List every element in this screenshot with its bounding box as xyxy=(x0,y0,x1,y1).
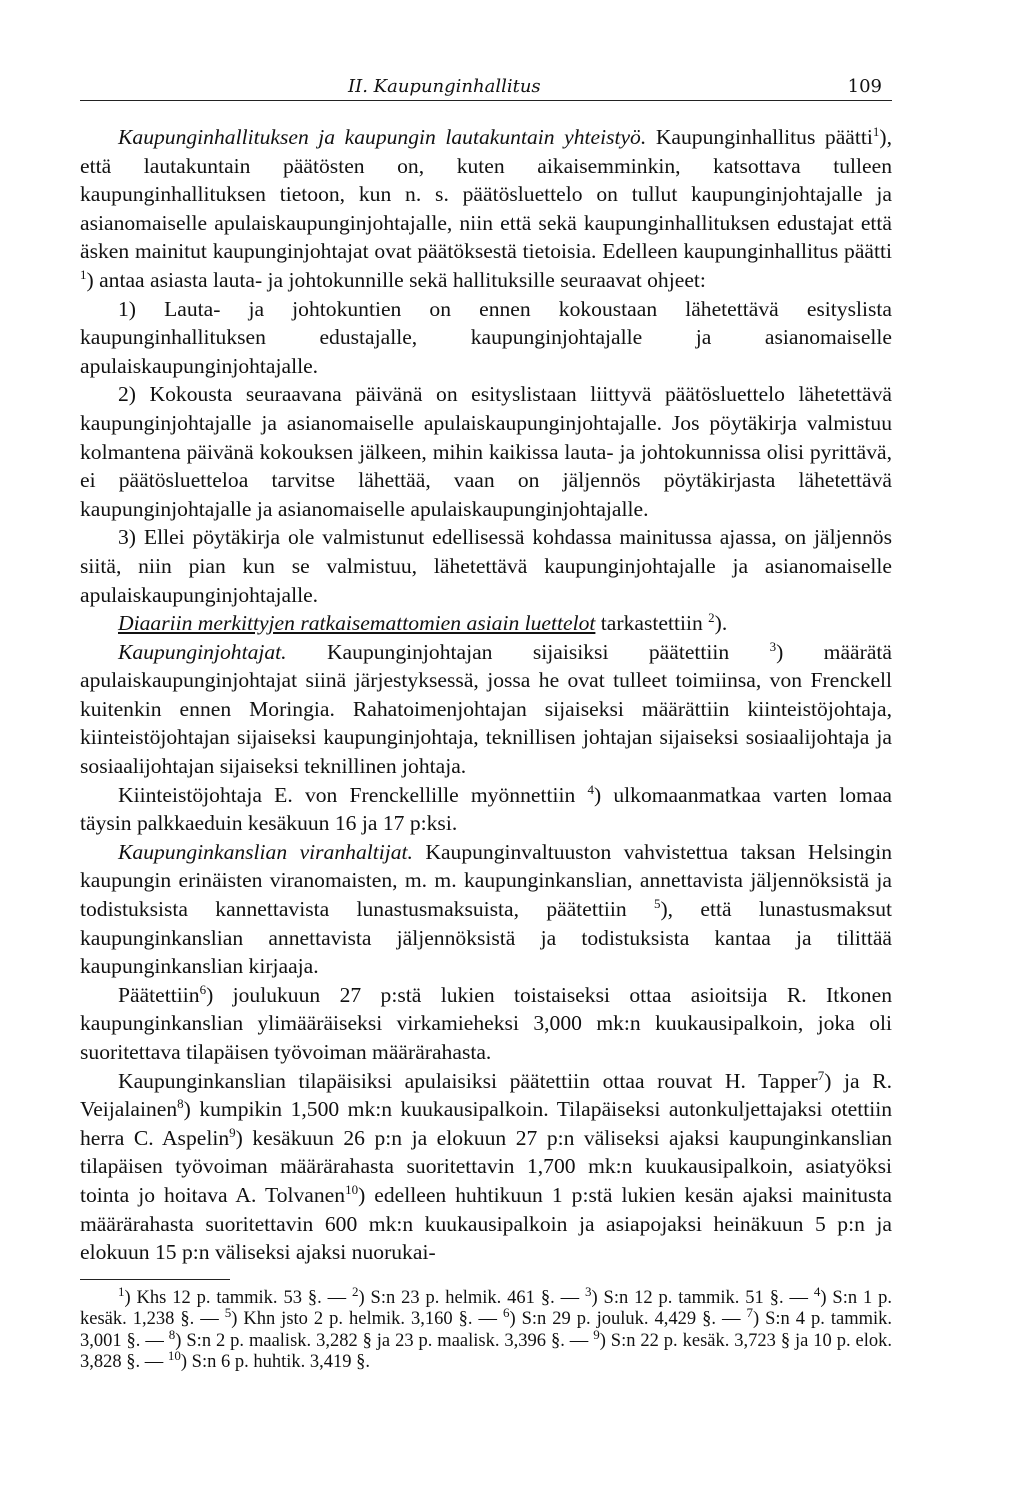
footnote-ref: 7 xyxy=(817,1067,825,1083)
section-heading: Diaariin merkittyjen ratkaisemattomien asiain luettelot xyxy=(118,611,596,636)
list-item: 3) Ellei pöytäkirja ole valmistunut edellisessä kohdassa mainitussa ajassa, on jäljennös siitä, niin pian kun se valmistuu, lähetettävä kaupunginjohtajalle ja asianomaiselle apulaiskaupunginjohtajalle. xyxy=(80,525,892,607)
footnote-text: ) S:n 22 p. kesäk. 3,723 § ja 10 p. elok. 3,828 §. — xyxy=(80,1330,893,1373)
document-page xyxy=(80,70,892,1374)
page-header xyxy=(80,70,892,101)
footnotes xyxy=(80,1283,893,1374)
footnote-marker: 3 xyxy=(584,1283,592,1299)
section-heading: Kaupunginhallituksen ja kaupungin lautakuntain yhteistyö. xyxy=(118,125,647,149)
footnote-marker: 6 xyxy=(502,1305,510,1321)
footnote-text: ) S:n 23 p. helmik. 461 §. — xyxy=(358,1287,585,1308)
footnote-marker: 5 xyxy=(224,1305,232,1321)
footnote-text: ) Khs 12 p. tammik. 53 §. — xyxy=(124,1287,352,1308)
footnote-marker: 7 xyxy=(746,1305,753,1321)
body-text xyxy=(80,123,892,1267)
paragraph-itkonen: Päätettiin$^6$) joulukuun 27 p:stä lukien toistaiseksi ottaa asioitsija R. Itkonen kaupunginkanslian ylimääräiseksi virkamieheksi 3,000 mk:n kuukausipalkoin, joka oli suoritettava tilapäisen työvoiman määrärahasta. xyxy=(80,981,892,1064)
footnote-ref: 5 xyxy=(653,895,661,911)
page-number: 109 xyxy=(847,76,882,97)
section-heading: Kaupunginjohtajat. xyxy=(118,639,287,664)
list-item: 2) Kokousta seuraavana päivänä on esityslistaan liittyvä päätösluettelo lähetettävä kaupunginjohtajalle ja asianomaiselle apulaiskaupunginjohtajalle. Jos pöytäkirja valmistuu kolmantena päivänä kokouksen jälkeen, mihin kaikissa lauta- ja johtokunnissa olisi pyrittävä, ei päätösluetteloa tarvitse lähettää, vaan on jäljennös pöytäkirjasta lähetettävä kaupunginjohtajalle ja asianomaiselle apulaiskaupunginjohtajalle. xyxy=(80,382,892,521)
paragraph-chancery-staff: Kaupunginkanslian viranhaltijat. Kaupunginvaltuuston vahvistettua taksan Helsingin kaupungin erinäisten viranomaisten, m. m. kaupunginkanslian, annettavista jäljennöksistä ja todistuksista kannettavista lunastusmaksuista, päätettiin $^5$), että lunastusmaksut kaupunginkanslian annettavista jäljennöksistä ja todistuksista kantaa ja tilittää kaupunginkanslian kirjaaja. xyxy=(80,839,892,979)
footnote-ref: 9 xyxy=(229,1124,236,1140)
list-item: 1) Lauta- ja johtokuntien on ennen kokoustaan lähetettävä esityslista kaupunginhallituksen edustajalle, kaupunginjohtajalle ja asianomaiselle apulaiskaupunginjohtajalle. xyxy=(80,296,892,378)
footnote-text: ) S:n 1 p. kesäk. 1,238 §. — xyxy=(80,1287,892,1330)
footnote-ref: 1 xyxy=(872,123,880,139)
footnote-text: ) S:n 4 p. tammik. 3,001 §. — xyxy=(80,1309,892,1351)
footnote-text: ) Khn jsto 2 p. helmik. 3,160 §. — xyxy=(231,1309,503,1330)
footnote-ref: 10 xyxy=(345,1181,359,1197)
footnote-marker: 10 xyxy=(167,1348,181,1364)
footnote-ref: 2 xyxy=(708,609,715,625)
paragraph-temporary-staff: Kaupunginkanslian tilapäisiksi apulaisiksi päätettiin ottaa rouvat H. Tapper$^7$) ja R. Veijalainen$^8$) kumpikin 1,500 mk:n kuukausipalkoin. Tilapäiseksi autonkuljettajaksi otettiin herra C. Aspelin$^9$) kesäkuun 26 p:n ja elokuun 27 p:n väliseksi ajaksi kaupunginkanslian tilapäisen työvoiman määrärahasta suoritettavin 1,700 mk:n kuukausipalkoin, asiatyöksi tointa jo hoitava A. Tolvanen$^{10}$) edelleen huhtikuun 1 p:stä lukien kesän ajaksi mainitusta määrärahasta suoritettavin 600 mk:n kuukausipalkoin ja asiapojaksi heinäkuun 5 p:n ja elokuun 15 p:n väliseksi ajaksi nuorukai- xyxy=(80,1067,893,1265)
footnote-ref: 8 xyxy=(177,1096,184,1111)
section-heading: Kaupunginkanslian viranhaltijat. xyxy=(118,839,413,864)
paragraph-leave: Kiinteistöjohtaja E. von Frenckellille myönnettiin $^4$) ulkomaanmatkaa varten lomaa täysin palkkaeduin kesäkuun 16 ja 17 p:ksi. xyxy=(80,781,892,836)
paragraph-mayors: Kaupunginjohtajat. Kaupunginjohtajan sijaisiksi päätettiin $^3$) määrätä apulaiskaupunginjohtajat siinä järjestyksessä, jossa he ovat tulleet toimiinsa, von Frenckell kuitenkin ennen Moringia. Rahatoimenjohtajan sijaiseksi määrättiin kiinteistöjohtaja, kiinteistöjohtajan sijaiseksi kaupunginjohtaja, teknillisen johtajan sijaiseksi sosiaalijohtaja ja sosiaalijohtajan sijaiseksi teknillinen johtaja. xyxy=(80,638,892,779)
footnote-marker: 4 xyxy=(813,1283,821,1299)
footnote-text: ) S:n 12 p. tammik. 51 §. — xyxy=(591,1287,814,1308)
footnote-marker: 9 xyxy=(593,1326,600,1342)
footnote-marker: 8 xyxy=(168,1326,176,1342)
footnote-marker: 2 xyxy=(352,1283,359,1299)
paragraph-cooperation: Kaupunginhallituksen ja kaupungin lautakuntain yhteistyö. Kaupunginhallitus päätti$^1$), että lautakuntain päätösten on, kuten aikaisemminkin, katsottava tulleen kaupunginhallituksen tietoon, kun n. s. päätösluettelo on tullut kaupunginjohtajalle ja asianomaiselle apulaiskaupunginjohtajalle, niin että sekä kaupunginhallituksen edustajat että äsken mainitut kaupunginjohtajat ovat päätöksestä tietoisia. Edelleen kaupunginhallitus päätti $^1$) antaa asiasta lauta- ja johtokunnille sekä hallituksille seuraavat ohjeet: xyxy=(80,123,892,292)
footnote-ref: 3 xyxy=(769,638,777,654)
footnote-ref: 6 xyxy=(199,981,207,997)
footnote-text: ) S:n 29 p. jouluk. 4,429 §. — xyxy=(509,1309,747,1330)
running-title: II. Kaupunginhallitus xyxy=(348,76,541,97)
footnote-ref: 4 xyxy=(587,781,594,797)
footnote-text: ) S:n 2 p. maalisk. 3,282 § ja 23 p. maalisk. 3,396 §. — xyxy=(175,1330,594,1351)
paragraph-registers: Diaariin merkittyjen ratkaisemattomien asiain luettelot tarkastettiin $^2$). xyxy=(118,609,728,636)
footnote-ref: 1 xyxy=(80,266,87,282)
footnote-divider xyxy=(80,1279,230,1280)
footnote-marker: 1 xyxy=(118,1283,125,1299)
footnote-text: ) S:n 6 p. huhtik. 3,419 §. xyxy=(180,1352,370,1373)
